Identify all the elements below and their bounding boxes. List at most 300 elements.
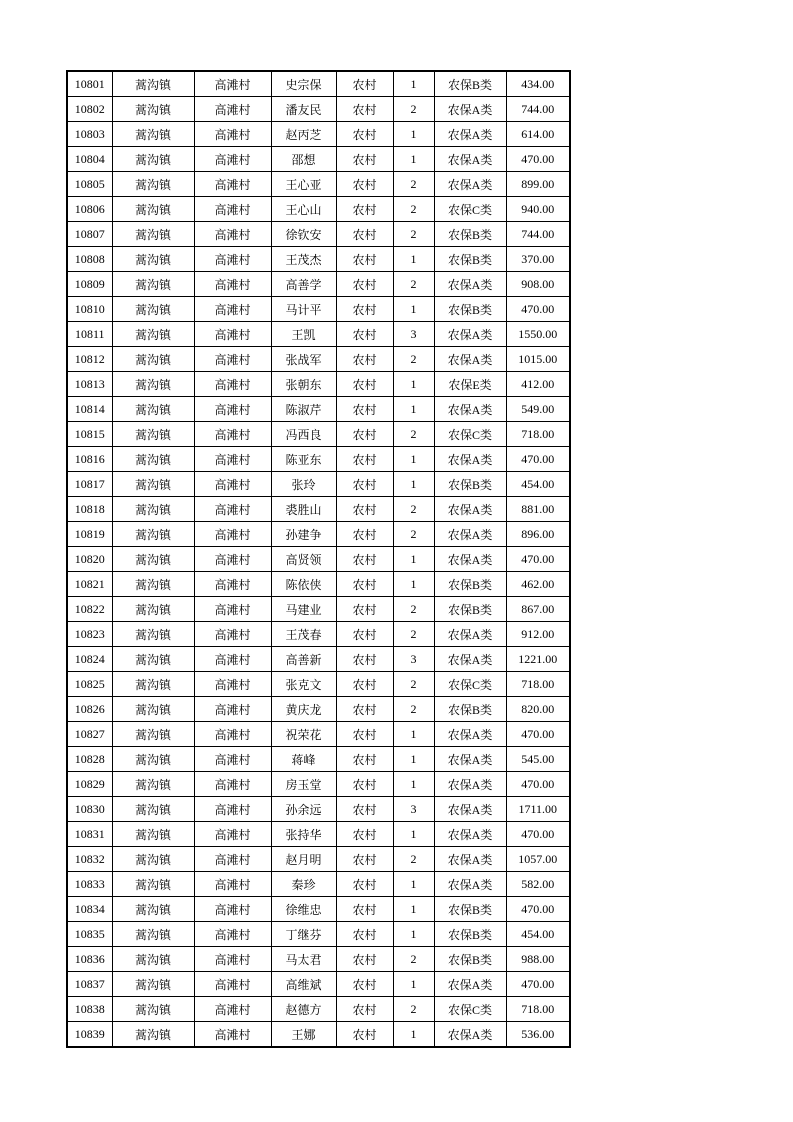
cell-residence-type: 农村 [336, 97, 393, 122]
cell-amount: 470.00 [506, 772, 570, 797]
cell-name: 房玉堂 [271, 772, 336, 797]
cell-amount: 470.00 [506, 897, 570, 922]
cell-village: 高滩村 [194, 522, 271, 547]
cell-name: 王茂春 [271, 622, 336, 647]
cell-person-count: 1 [393, 772, 434, 797]
cell-amount: 1711.00 [506, 797, 570, 822]
cell-residence-type: 农村 [336, 497, 393, 522]
cell-insurance-category: 农保B类 [434, 222, 506, 247]
table-row [67, 422, 570, 447]
cell-amount: 908.00 [506, 272, 570, 297]
cell-village: 高滩村 [194, 222, 271, 247]
cell-insurance-category: 农保A类 [434, 872, 506, 897]
cell-name: 王茂杰 [271, 247, 336, 272]
cell-town: 蒿沟镇 [112, 972, 194, 997]
cell-name: 高贤领 [271, 547, 336, 572]
cell-record-id: 10838 [67, 997, 112, 1022]
cell-town: 蒿沟镇 [112, 397, 194, 422]
cell-residence-type: 农村 [336, 672, 393, 697]
cell-name: 马建业 [271, 597, 336, 622]
cell-amount: 1015.00 [506, 347, 570, 372]
cell-amount: 1057.00 [506, 847, 570, 872]
cell-amount: 988.00 [506, 947, 570, 972]
cell-town: 蒿沟镇 [112, 422, 194, 447]
cell-amount: 881.00 [506, 497, 570, 522]
cell-record-id: 10810 [67, 297, 112, 322]
cell-insurance-category: 农保A类 [434, 347, 506, 372]
cell-amount: 470.00 [506, 147, 570, 172]
cell-village: 高滩村 [194, 797, 271, 822]
cell-town: 蒿沟镇 [112, 947, 194, 972]
cell-record-id: 10837 [67, 972, 112, 997]
cell-name: 邵想 [271, 147, 336, 172]
cell-insurance-category: 农保B类 [434, 572, 506, 597]
cell-person-count: 2 [393, 272, 434, 297]
cell-town: 蒿沟镇 [112, 322, 194, 347]
cell-record-id: 10814 [67, 397, 112, 422]
cell-person-count: 1 [393, 122, 434, 147]
cell-insurance-category: 农保A类 [434, 822, 506, 847]
cell-person-count: 1 [393, 722, 434, 747]
cell-record-id: 10820 [67, 547, 112, 572]
cell-residence-type: 农村 [336, 172, 393, 197]
table-row [67, 747, 570, 772]
cell-person-count: 1 [393, 1022, 434, 1048]
table-row [67, 947, 570, 972]
cell-person-count: 2 [393, 222, 434, 247]
cell-village: 高滩村 [194, 697, 271, 722]
cell-person-count: 2 [393, 997, 434, 1022]
cell-village: 高滩村 [194, 497, 271, 522]
cell-name: 陈依侠 [271, 572, 336, 597]
cell-insurance-category: 农保A类 [434, 447, 506, 472]
cell-residence-type: 农村 [336, 222, 393, 247]
cell-record-id: 10830 [67, 797, 112, 822]
cell-record-id: 10823 [67, 622, 112, 647]
table-row [67, 472, 570, 497]
cell-record-id: 10818 [67, 497, 112, 522]
cell-residence-type: 农村 [336, 322, 393, 347]
table-row [67, 97, 570, 122]
cell-residence-type: 农村 [336, 972, 393, 997]
cell-amount: 462.00 [506, 572, 570, 597]
cell-amount: 744.00 [506, 222, 570, 247]
cell-amount: 912.00 [506, 622, 570, 647]
cell-residence-type: 农村 [336, 122, 393, 147]
cell-residence-type: 农村 [336, 547, 393, 572]
cell-person-count: 2 [393, 522, 434, 547]
table-row [67, 572, 570, 597]
cell-name: 冯西良 [271, 422, 336, 447]
cell-amount: 614.00 [506, 122, 570, 147]
cell-insurance-category: 农保A类 [434, 722, 506, 747]
cell-residence-type: 农村 [336, 747, 393, 772]
cell-village: 高滩村 [194, 872, 271, 897]
cell-record-id: 10819 [67, 522, 112, 547]
cell-village: 高滩村 [194, 972, 271, 997]
cell-name: 潘友民 [271, 97, 336, 122]
cell-amount: 1550.00 [506, 322, 570, 347]
cell-residence-type: 农村 [336, 922, 393, 947]
cell-village: 高滩村 [194, 447, 271, 472]
cell-amount: 470.00 [506, 822, 570, 847]
cell-residence-type: 农村 [336, 822, 393, 847]
cell-village: 高滩村 [194, 597, 271, 622]
cell-residence-type: 农村 [336, 1022, 393, 1048]
cell-person-count: 3 [393, 322, 434, 347]
table-row [67, 922, 570, 947]
cell-amount: 896.00 [506, 522, 570, 547]
cell-town: 蒿沟镇 [112, 372, 194, 397]
cell-town: 蒿沟镇 [112, 897, 194, 922]
cell-record-id: 10812 [67, 347, 112, 372]
cell-insurance-category: 农保C类 [434, 997, 506, 1022]
table-row [67, 347, 570, 372]
cell-town: 蒿沟镇 [112, 447, 194, 472]
cell-amount: 718.00 [506, 672, 570, 697]
cell-insurance-category: 农保A类 [434, 647, 506, 672]
cell-insurance-category: 农保B类 [434, 897, 506, 922]
cell-town: 蒿沟镇 [112, 647, 194, 672]
cell-village: 高滩村 [194, 172, 271, 197]
cell-record-id: 10811 [67, 322, 112, 347]
cell-village: 高滩村 [194, 247, 271, 272]
cell-town: 蒿沟镇 [112, 572, 194, 597]
table-row [67, 547, 570, 572]
cell-village: 高滩村 [194, 922, 271, 947]
cell-amount: 470.00 [506, 722, 570, 747]
cell-record-id: 10824 [67, 647, 112, 672]
cell-town: 蒿沟镇 [112, 197, 194, 222]
cell-name: 高善新 [271, 647, 336, 672]
cell-person-count: 2 [393, 422, 434, 447]
table-row [67, 372, 570, 397]
table-row [67, 797, 570, 822]
cell-record-id: 10822 [67, 597, 112, 622]
cell-name: 赵月明 [271, 847, 336, 872]
cell-person-count: 2 [393, 697, 434, 722]
cell-person-count: 1 [393, 872, 434, 897]
cell-town: 蒿沟镇 [112, 272, 194, 297]
cell-record-id: 10834 [67, 897, 112, 922]
cell-person-count: 2 [393, 597, 434, 622]
cell-village: 高滩村 [194, 71, 271, 97]
cell-residence-type: 农村 [336, 472, 393, 497]
table-row [67, 847, 570, 872]
cell-village: 高滩村 [194, 722, 271, 747]
cell-record-id: 10813 [67, 372, 112, 397]
cell-record-id: 10826 [67, 697, 112, 722]
cell-residence-type: 农村 [336, 247, 393, 272]
cell-amount: 545.00 [506, 747, 570, 772]
cell-insurance-category: 农保A类 [434, 1022, 506, 1048]
cell-record-id: 10817 [67, 472, 112, 497]
cell-village: 高滩村 [194, 1022, 271, 1048]
cell-town: 蒿沟镇 [112, 71, 194, 97]
cell-amount: 370.00 [506, 247, 570, 272]
cell-record-id: 10825 [67, 672, 112, 697]
cell-town: 蒿沟镇 [112, 147, 194, 172]
table-row [67, 722, 570, 747]
cell-residence-type: 农村 [336, 622, 393, 647]
table-row [67, 872, 570, 897]
cell-village: 高滩村 [194, 847, 271, 872]
cell-amount: 434.00 [506, 71, 570, 97]
table-row [67, 497, 570, 522]
cell-residence-type: 农村 [336, 872, 393, 897]
cell-residence-type: 农村 [336, 647, 393, 672]
table-row [67, 772, 570, 797]
cell-insurance-category: 农保E类 [434, 372, 506, 397]
cell-insurance-category: 农保A类 [434, 622, 506, 647]
cell-record-id: 10806 [67, 197, 112, 222]
cell-village: 高滩村 [194, 822, 271, 847]
cell-name: 马太君 [271, 947, 336, 972]
table-row [67, 597, 570, 622]
cell-person-count: 1 [393, 372, 434, 397]
cell-name: 祝荣花 [271, 722, 336, 747]
cell-insurance-category: 农保A类 [434, 172, 506, 197]
table-row [67, 322, 570, 347]
cell-town: 蒿沟镇 [112, 547, 194, 572]
cell-name: 秦珍 [271, 872, 336, 897]
cell-person-count: 1 [393, 297, 434, 322]
cell-name: 徐维忠 [271, 897, 336, 922]
cell-name: 蒋峰 [271, 747, 336, 772]
cell-insurance-category: 农保B类 [434, 247, 506, 272]
cell-name: 张朝东 [271, 372, 336, 397]
cell-village: 高滩村 [194, 422, 271, 447]
cell-town: 蒿沟镇 [112, 672, 194, 697]
cell-village: 高滩村 [194, 747, 271, 772]
cell-person-count: 1 [393, 972, 434, 997]
cell-record-id: 10801 [67, 71, 112, 97]
table-row [67, 147, 570, 172]
cell-name: 王娜 [271, 1022, 336, 1048]
cell-residence-type: 农村 [336, 297, 393, 322]
cell-town: 蒿沟镇 [112, 347, 194, 372]
cell-amount: 549.00 [506, 397, 570, 422]
table-row [67, 172, 570, 197]
cell-name: 高善学 [271, 272, 336, 297]
cell-person-count: 2 [393, 197, 434, 222]
cell-town: 蒿沟镇 [112, 847, 194, 872]
cell-record-id: 10836 [67, 947, 112, 972]
cell-town: 蒿沟镇 [112, 597, 194, 622]
cell-name: 陈淑芹 [271, 397, 336, 422]
cell-village: 高滩村 [194, 97, 271, 122]
cell-residence-type: 农村 [336, 847, 393, 872]
cell-residence-type: 农村 [336, 697, 393, 722]
cell-record-id: 10804 [67, 147, 112, 172]
cell-person-count: 2 [393, 672, 434, 697]
cell-town: 蒿沟镇 [112, 122, 194, 147]
cell-person-count: 1 [393, 822, 434, 847]
cell-amount: 470.00 [506, 447, 570, 472]
cell-record-id: 10829 [67, 772, 112, 797]
cell-person-count: 1 [393, 397, 434, 422]
cell-amount: 940.00 [506, 197, 570, 222]
cell-amount: 454.00 [506, 922, 570, 947]
cell-name: 张玲 [271, 472, 336, 497]
cell-town: 蒿沟镇 [112, 1022, 194, 1048]
cell-record-id: 10833 [67, 872, 112, 897]
cell-village: 高滩村 [194, 297, 271, 322]
cell-person-count: 2 [393, 622, 434, 647]
cell-insurance-category: 农保A类 [434, 847, 506, 872]
cell-insurance-category: 农保A类 [434, 122, 506, 147]
cell-amount: 718.00 [506, 422, 570, 447]
cell-amount: 718.00 [506, 997, 570, 1022]
table-row [67, 447, 570, 472]
cell-name: 史宗保 [271, 71, 336, 97]
cell-record-id: 10808 [67, 247, 112, 272]
cell-insurance-category: 农保A类 [434, 522, 506, 547]
records-table [66, 70, 571, 1048]
cell-village: 高滩村 [194, 622, 271, 647]
cell-town: 蒿沟镇 [112, 797, 194, 822]
cell-name: 徐钦安 [271, 222, 336, 247]
cell-village: 高滩村 [194, 572, 271, 597]
cell-village: 高滩村 [194, 372, 271, 397]
table-row [67, 297, 570, 322]
cell-name: 裘胜山 [271, 497, 336, 522]
cell-village: 高滩村 [194, 472, 271, 497]
cell-name: 张克文 [271, 672, 336, 697]
cell-record-id: 10839 [67, 1022, 112, 1048]
cell-name: 王凯 [271, 322, 336, 347]
cell-record-id: 10832 [67, 847, 112, 872]
cell-village: 高滩村 [194, 547, 271, 572]
cell-village: 高滩村 [194, 347, 271, 372]
table-row [67, 647, 570, 672]
cell-person-count: 2 [393, 847, 434, 872]
cell-record-id: 10809 [67, 272, 112, 297]
cell-residence-type: 农村 [336, 147, 393, 172]
cell-town: 蒿沟镇 [112, 747, 194, 772]
table-row [67, 272, 570, 297]
cell-insurance-category: 农保A类 [434, 797, 506, 822]
table-row [67, 1022, 570, 1048]
cell-town: 蒿沟镇 [112, 997, 194, 1022]
table-row [67, 247, 570, 272]
cell-town: 蒿沟镇 [112, 172, 194, 197]
cell-insurance-category: 农保B类 [434, 947, 506, 972]
cell-person-count: 1 [393, 71, 434, 97]
cell-amount: 867.00 [506, 597, 570, 622]
cell-record-id: 10816 [67, 447, 112, 472]
cell-record-id: 10828 [67, 747, 112, 772]
cell-person-count: 2 [393, 497, 434, 522]
cell-insurance-category: 农保A类 [434, 147, 506, 172]
cell-amount: 536.00 [506, 1022, 570, 1048]
cell-name: 陈亚东 [271, 447, 336, 472]
cell-insurance-category: 农保B类 [434, 697, 506, 722]
cell-town: 蒿沟镇 [112, 697, 194, 722]
table-row [67, 522, 570, 547]
cell-town: 蒿沟镇 [112, 922, 194, 947]
cell-name: 张战军 [271, 347, 336, 372]
cell-residence-type: 农村 [336, 522, 393, 547]
cell-insurance-category: 农保A类 [434, 972, 506, 997]
table-row [67, 397, 570, 422]
cell-insurance-category: 农保A类 [434, 272, 506, 297]
cell-amount: 470.00 [506, 547, 570, 572]
cell-insurance-category: 农保B类 [434, 71, 506, 97]
cell-village: 高滩村 [194, 997, 271, 1022]
cell-record-id: 10802 [67, 97, 112, 122]
cell-person-count: 2 [393, 97, 434, 122]
cell-amount: 820.00 [506, 697, 570, 722]
cell-town: 蒿沟镇 [112, 247, 194, 272]
cell-residence-type: 农村 [336, 572, 393, 597]
cell-record-id: 10831 [67, 822, 112, 847]
cell-amount: 744.00 [506, 97, 570, 122]
cell-town: 蒿沟镇 [112, 522, 194, 547]
cell-person-count: 1 [393, 547, 434, 572]
cell-person-count: 1 [393, 572, 434, 597]
table-row [67, 71, 570, 97]
cell-insurance-category: 农保A类 [434, 547, 506, 572]
cell-town: 蒿沟镇 [112, 872, 194, 897]
cell-name: 丁继芬 [271, 922, 336, 947]
cell-record-id: 10805 [67, 172, 112, 197]
cell-town: 蒿沟镇 [112, 97, 194, 122]
cell-residence-type: 农村 [336, 397, 393, 422]
cell-name: 张持华 [271, 822, 336, 847]
cell-village: 高滩村 [194, 322, 271, 347]
table-row [67, 672, 570, 697]
cell-town: 蒿沟镇 [112, 772, 194, 797]
cell-residence-type: 农村 [336, 447, 393, 472]
cell-insurance-category: 农保B类 [434, 597, 506, 622]
cell-name: 黄庆龙 [271, 697, 336, 722]
cell-record-id: 10827 [67, 722, 112, 747]
cell-amount: 470.00 [506, 972, 570, 997]
cell-town: 蒿沟镇 [112, 722, 194, 747]
cell-residence-type: 农村 [336, 197, 393, 222]
cell-person-count: 3 [393, 797, 434, 822]
cell-name: 赵丙芝 [271, 122, 336, 147]
cell-residence-type: 农村 [336, 997, 393, 1022]
cell-insurance-category: 农保A类 [434, 747, 506, 772]
cell-insurance-category: 农保C类 [434, 422, 506, 447]
table-row [67, 122, 570, 147]
cell-residence-type: 农村 [336, 897, 393, 922]
cell-town: 蒿沟镇 [112, 222, 194, 247]
cell-insurance-category: 农保A类 [434, 322, 506, 347]
cell-insurance-category: 农保B类 [434, 472, 506, 497]
cell-residence-type: 农村 [336, 71, 393, 97]
cell-name: 马计平 [271, 297, 336, 322]
cell-village: 高滩村 [194, 647, 271, 672]
cell-village: 高滩村 [194, 397, 271, 422]
cell-name: 孙建争 [271, 522, 336, 547]
cell-person-count: 1 [393, 472, 434, 497]
cell-record-id: 10807 [67, 222, 112, 247]
cell-village: 高滩村 [194, 197, 271, 222]
cell-person-count: 1 [393, 147, 434, 172]
cell-amount: 582.00 [506, 872, 570, 897]
cell-person-count: 1 [393, 922, 434, 947]
table-row [67, 972, 570, 997]
cell-residence-type: 农村 [336, 797, 393, 822]
cell-person-count: 2 [393, 947, 434, 972]
cell-record-id: 10815 [67, 422, 112, 447]
cell-name: 高维斌 [271, 972, 336, 997]
cell-residence-type: 农村 [336, 597, 393, 622]
cell-village: 高滩村 [194, 947, 271, 972]
